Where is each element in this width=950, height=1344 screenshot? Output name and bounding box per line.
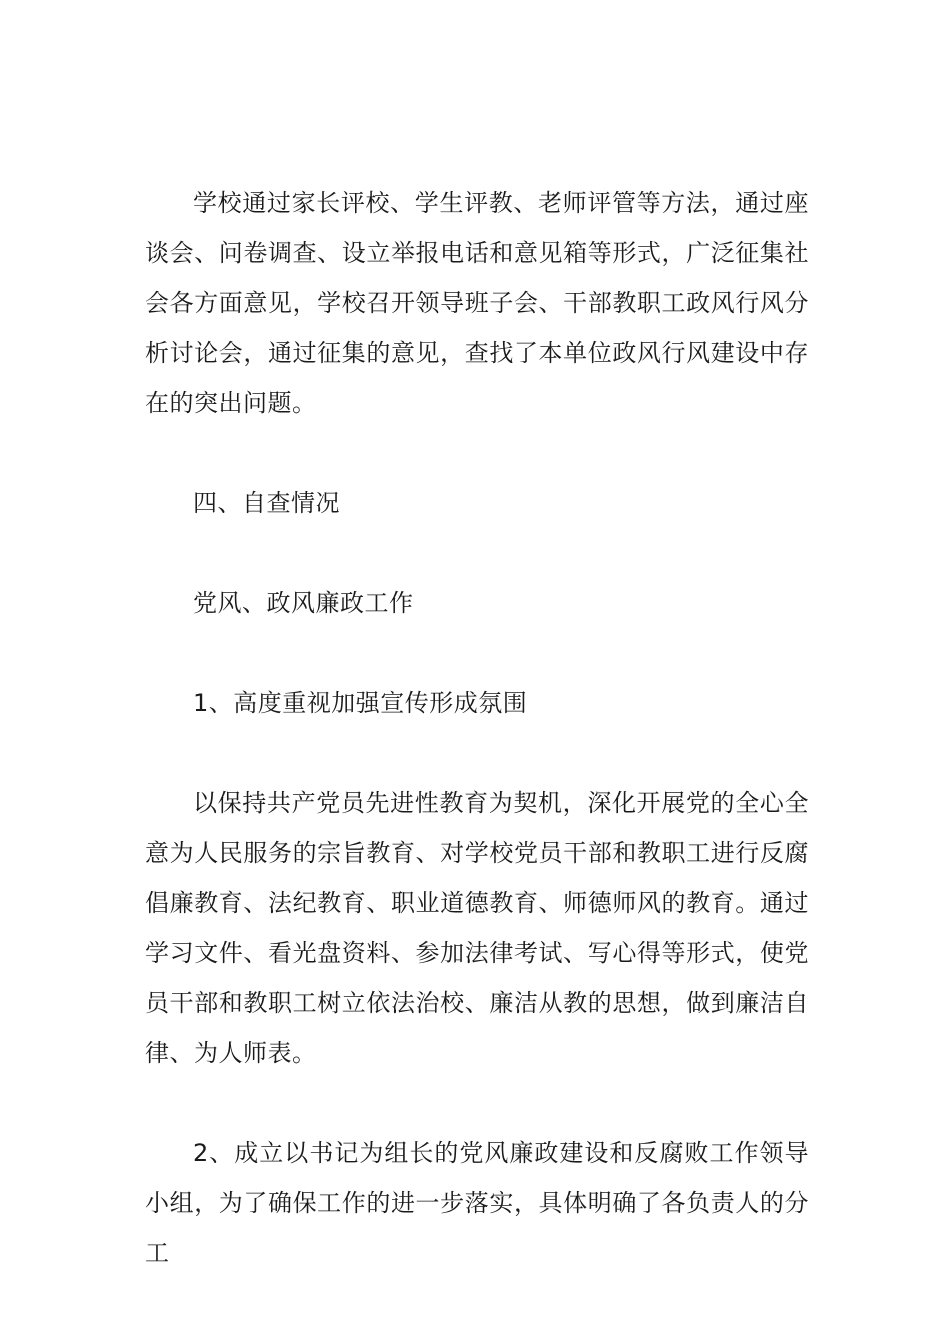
paragraph-gap (145, 628, 809, 678)
paragraph-opinion-collection: 学校通过家长评校、学生评教、老师评管等方法，通过座谈会、问卷调查、设立举报电话和意见箱等形式，广泛征集社会各方面意见，学校召开领导班子会、干部教职工政风行风分析讨论会，通过征集的意见，查找了本单位政风行风建设中存在的突出问题。 (145, 189, 809, 417)
document-body (145, 178, 809, 1278)
subheading-party-style: 党风、政风廉政工作 (193, 589, 414, 617)
item-heading-1: 1、高度重视加强宣传形成氛围 (193, 689, 528, 717)
section-heading-self-inspection: 四、自查情况 (193, 489, 340, 517)
paragraph-item-2: 2、成立以书记为组长的党风廉政建设和反腐败工作领导小组，为了确保工作的进一步落实，具体明确了各负责人的分工 (145, 1139, 809, 1267)
paragraph-gap (145, 428, 809, 478)
paragraph-gap (145, 1078, 809, 1128)
paragraph-education: 以保持共产党员先进性教育为契机，深化开展党的全心全意为人民服务的宗旨教育、对学校党员干部和教职工进行反腐倡廉教育、法纪教育、职业道德教育、师德师风的教育。通过学习文件、看光盘资料、参加法律考试、写心得等形式，使党员干部和教职工树立依法治校、廉洁从教的思想，做到廉洁自律、为人师表。 (145, 789, 809, 1067)
paragraph-gap (145, 528, 809, 578)
paragraph-gap (145, 728, 809, 778)
